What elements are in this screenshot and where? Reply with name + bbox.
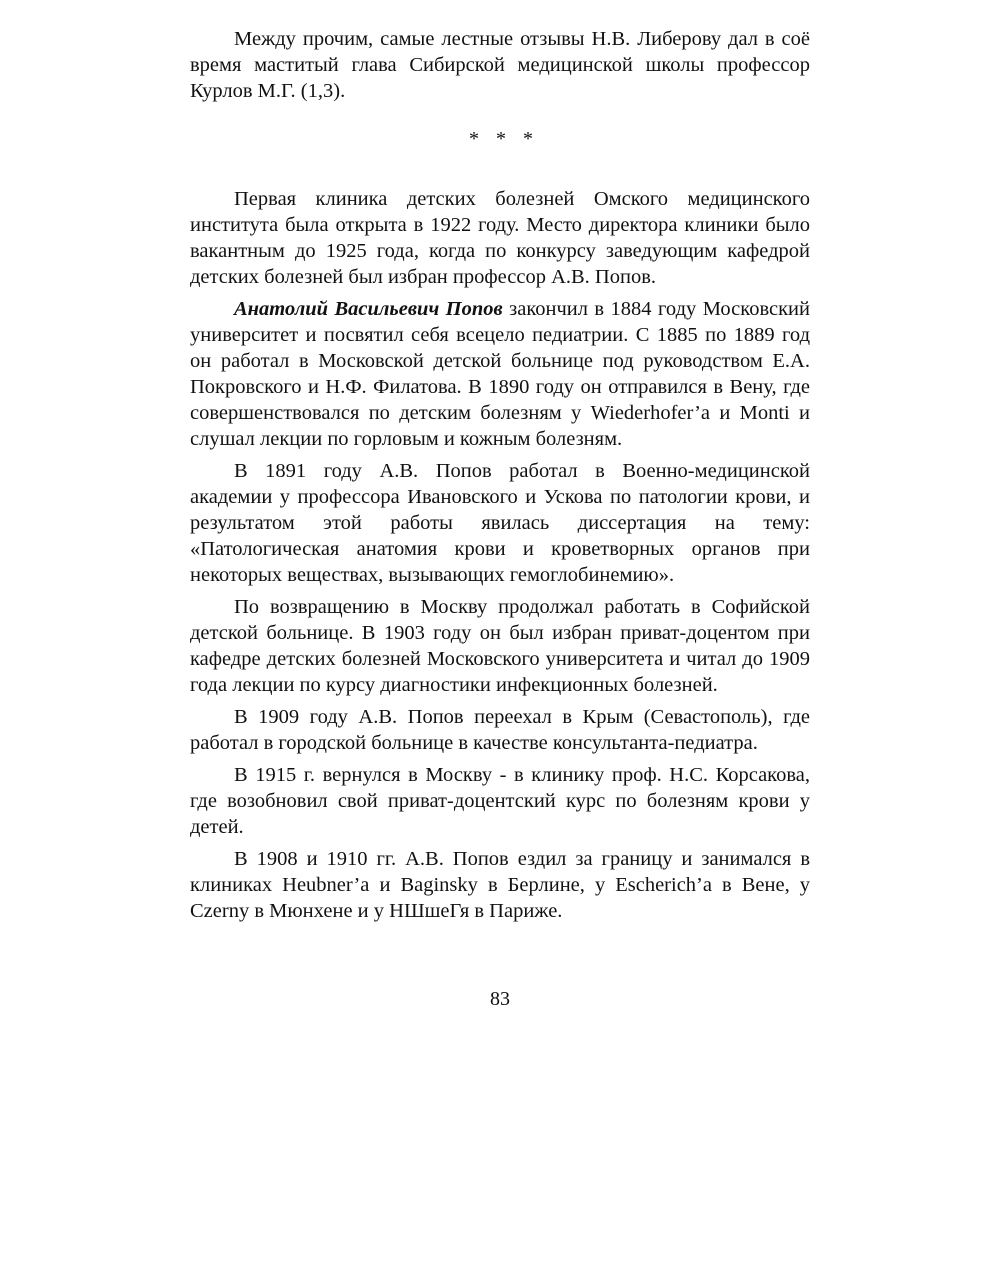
popov-biography-text: закончил в 1884 году Московский университет и посвятил себя всецело педиатрии. С 1885 по 1889 год он работал в Московской детской больнице под руководством Е.А. Покровского и Н.Ф. Филатова. В 1890 году он отправился в Вену, где совершенствовался по детским болезням у Wiederhofer’a и Monti и слушал лекции по горловым и кожным болезням. <box>190 298 810 450</box>
paragraph-clinic-history: Первая клиника детских болезней Омского медицинского института была открыта в 1922 году. Место директора клиники было вакантным до 1925 года, когда по конкурсу заведующим кафедрой детских болезней был избран профессор А.В. Попов. <box>190 188 810 288</box>
paragraph-return-moscow: По возвращению в Москву продолжал работать в Софийской детской больнице. В 1903 году он был избран приват-доцентом при кафедре детских болезней Московского университета и читал до 1909 года лекции по курсу диагностики инфекционных болезней. <box>190 596 810 696</box>
paragraph-crimea: В 1909 году А.В. Попов переехал в Крым (Севастополь), где работал в городской больнице в качестве консультанта-педиатра. <box>190 706 810 754</box>
paragraph-1915: В 1915 г. вернулся в Москву - в клинику проф. Н.С. Корсакова, где возобновил свой приват-доцентский курс по болезням крови у детей. <box>190 764 810 838</box>
paragraph-dissertation: В 1891 году А.В. Попов работал в Военно-медицинской академии у профессора Ивановского и Ускова по патологии крови, и результатом этой работы явилась диссертация на тему: «Патологическая анатомия крови и кроветворных органов при некоторых веществах, вызывающих гемоглобинемию». <box>190 460 810 586</box>
paragraph-popov-biography <box>190 296 810 452</box>
document-body <box>190 26 810 924</box>
page-number: 83 <box>490 988 510 1010</box>
paragraph-abroad: В 1908 и 1910 гг. А.В. Попов ездил за границу и занимался в клиниках Heubner’a и Baginsky в Берлине, у Escherich’a в Вене, у Czerny в Мюнхене и у НШшеГя в Париже. <box>190 848 810 922</box>
popov-name: Анатолий Васильевич Попов <box>234 298 503 320</box>
intro-paragraph: Между прочим, самые лестные отзывы Н.В. Либерову дал в соё время маститый глава Сибирской медицинской школы профессор Курлов М.Г. (1,3). <box>190 28 810 102</box>
section-separator: * * * <box>469 128 539 150</box>
